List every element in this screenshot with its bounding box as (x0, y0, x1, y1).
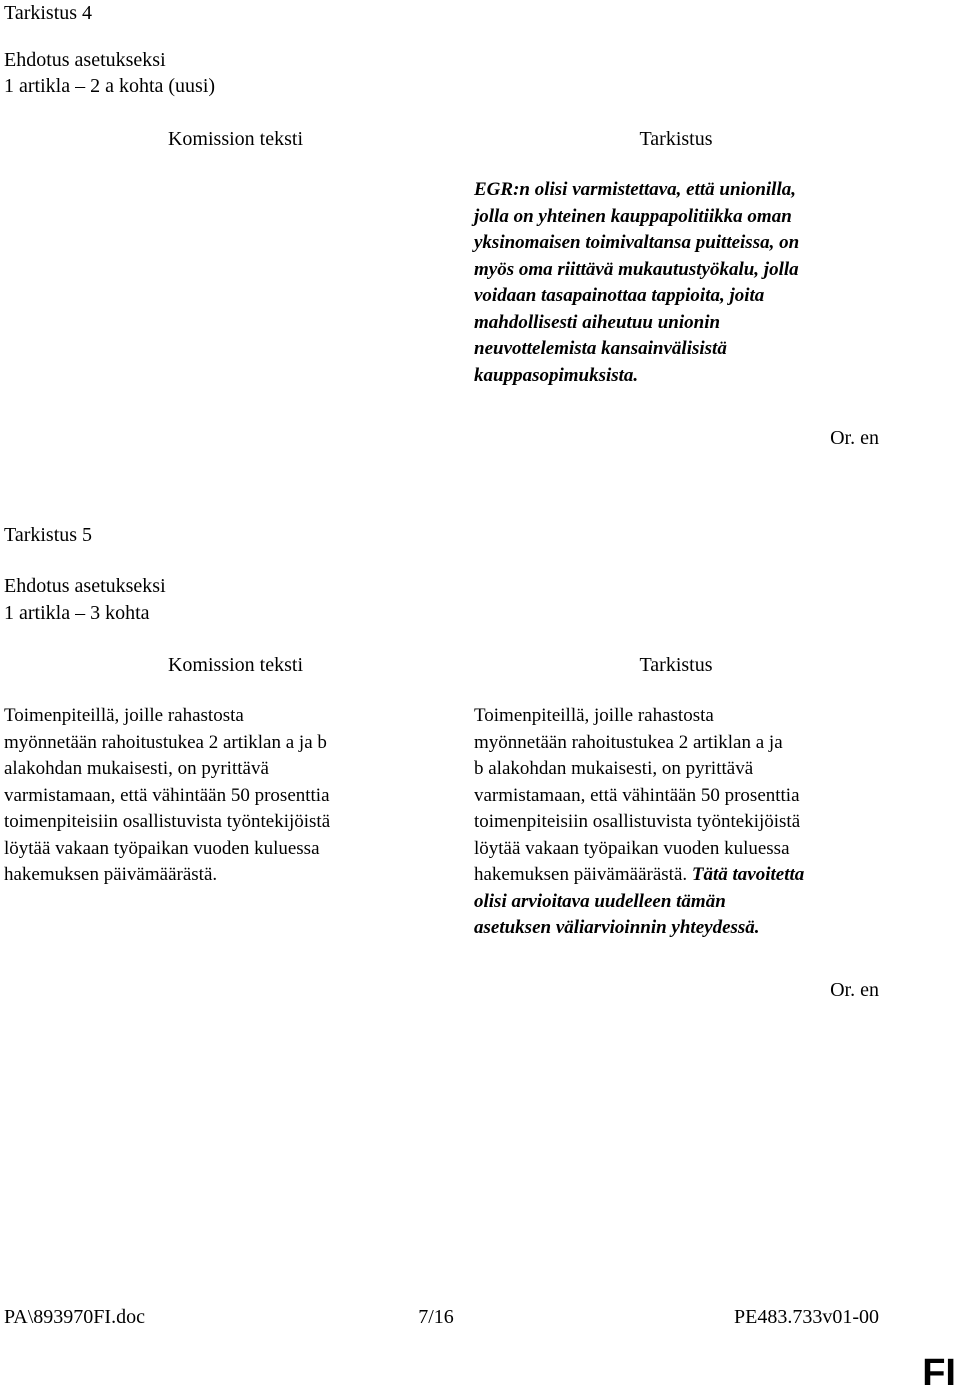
added-text-line: olisi arvioitava uudelleen tämän (474, 890, 726, 912)
text-line: neuvottelemista kansainvälisistä (474, 338, 727, 359)
amendment-4-proposal: Ehdotus asetukseksi (4, 49, 166, 71)
amendment-5-title: Tarkistus 5 (4, 524, 93, 546)
text-line: hakemuksen päivämäärästä. (4, 864, 218, 885)
text-line: EGR:n olisi varmistettava, että unionilla, (474, 179, 796, 200)
text-line: myös oma riittävä mukautustyökalu, jolla (474, 258, 799, 280)
amendment-5-right-column-heading: Tarkistus (639, 654, 713, 676)
added-text: Tätä tavoitetta (691, 864, 805, 885)
footer-pe-reference: PE483.733v01-00 (734, 1306, 879, 1328)
text-line: Toimenpiteillä, joille rahastosta (4, 705, 244, 726)
footer-page-number: 7/16 (418, 1306, 454, 1328)
amendment-5-original-language: Or. en (830, 979, 879, 1001)
text-line (474, 862, 934, 889)
text-line: löytää vakaan työpaikan vuoden kuluessa (474, 837, 790, 859)
amendment-5-left-column-heading: Komission teksti (167, 654, 303, 676)
text-line: varmistamaan, että vähintään 50 prosenttia (474, 784, 800, 806)
footer-language-code: FI (922, 1352, 956, 1394)
text-line: yksinomaisen toimivaltansa puitteissa, on (474, 232, 800, 253)
text-line: mahdollisesti aiheutuu unionin (474, 311, 721, 333)
amendment-5-right-text (474, 703, 934, 942)
amendment-5-proposal: Ehdotus asetukseksi (4, 575, 166, 597)
text-line: b alakohdan mukaisesti, on pyrittävä (474, 758, 754, 779)
text-line: löytää vakaan työpaikan vuoden kuluessa (4, 837, 320, 859)
amendment-5-article: 1 artikla – 3 kohta (4, 602, 150, 624)
amendment-4-article: 1 artikla – 2 a kohta (uusi) (4, 75, 216, 97)
text-line: Toimenpiteillä, joille rahastosta (474, 705, 714, 726)
text-line: toimenpiteisiin osallistuvista työntekijöistä (474, 811, 801, 832)
amendment-5-left-text (4, 703, 459, 889)
amendment-4-original-language: Or. en (830, 427, 879, 449)
text-line: jolla on yhteinen kauppapolitiikka oman (474, 205, 792, 227)
text-line: voidaan tasapainottaa tappioita, joita (474, 285, 765, 306)
amendment-4-right-text (474, 177, 934, 389)
text-line: toimenpiteisiin osallistuvista työntekijöistä (4, 811, 331, 832)
footer-document-reference: PA\893970FI.doc (4, 1306, 145, 1328)
plain-text: hakemuksen päivämäärästä. (474, 864, 692, 885)
amendment-4-left-column-heading: Komission teksti (167, 128, 303, 150)
amendment-4-title: Tarkistus 4 (4, 2, 93, 24)
text-line: alakohdan mukaisesti, on pyrittävä (4, 758, 269, 779)
text-line: kauppasopimuksista. (474, 364, 639, 386)
text-line: myönnetään rahoitustukea 2 artiklan a ja b (4, 731, 327, 753)
text-line: varmistamaan, että vähintään 50 prosenttia (4, 784, 330, 806)
text-line: myönnetään rahoitustukea 2 artiklan a ja (474, 731, 783, 753)
added-text-line: asetuksen väliarvioinnin yhteydessä. (474, 917, 760, 938)
amendment-4-right-column-heading: Tarkistus (639, 128, 713, 150)
